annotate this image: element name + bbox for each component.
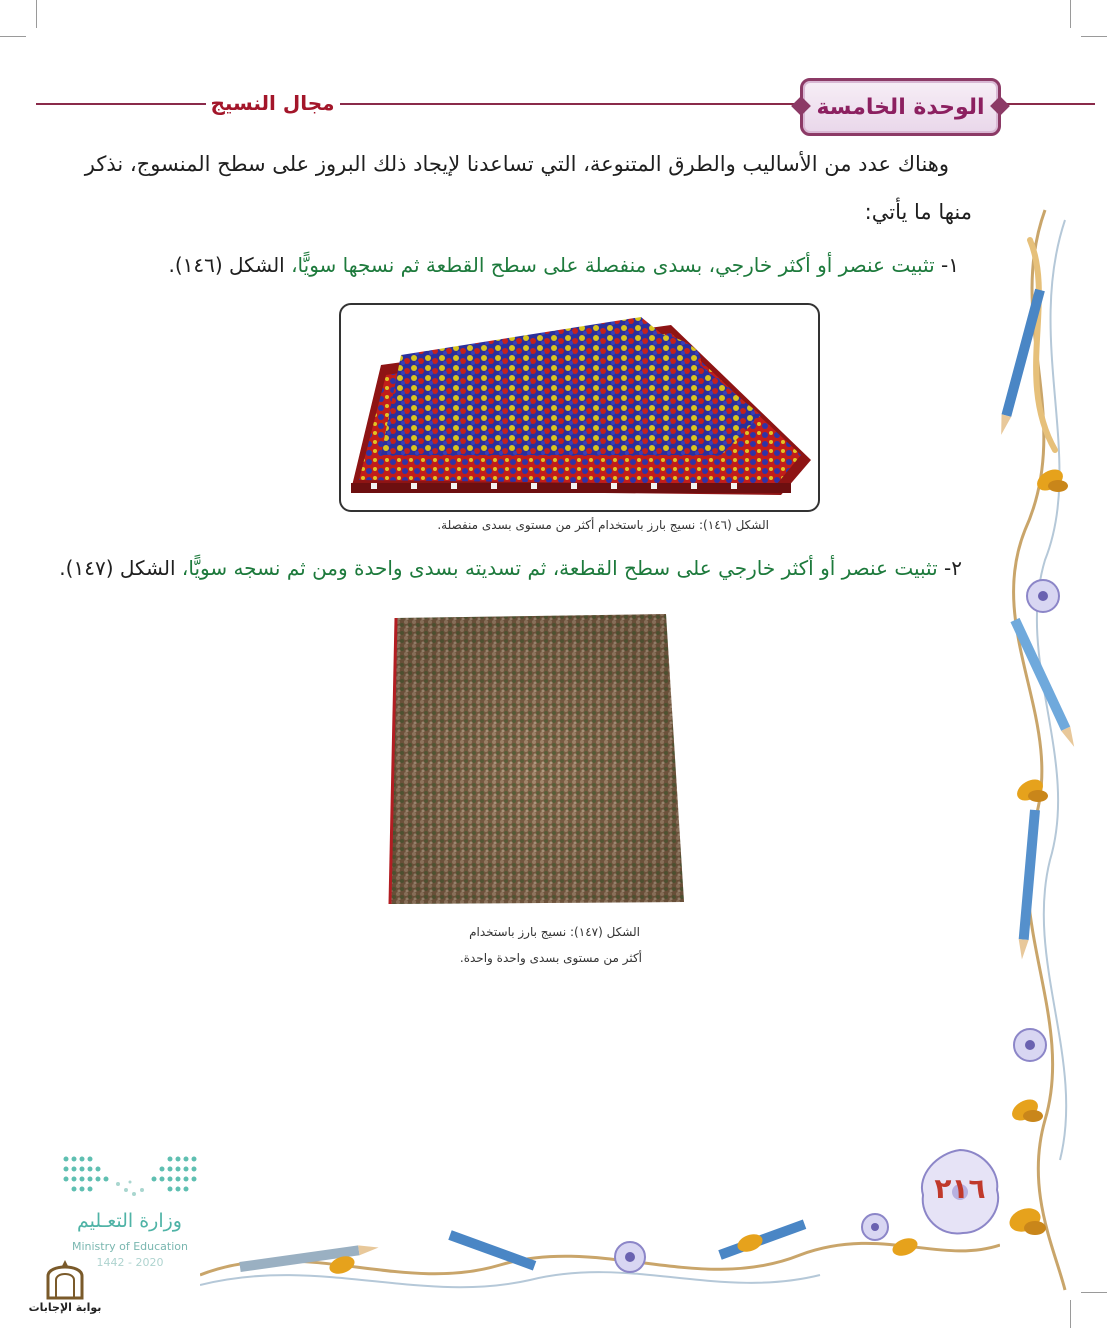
item-figure-ref: الشكل (١٤٦). xyxy=(168,253,292,277)
ministry-year: 2020 - 1442 xyxy=(96,1256,164,1269)
crop-mark xyxy=(1070,1300,1071,1328)
item-number: ١- xyxy=(934,253,959,277)
ministry-name-arabic: وزارة التعـليم xyxy=(76,1210,182,1232)
figure-146 xyxy=(339,303,820,512)
header-rule-middle xyxy=(340,103,795,105)
page-number: ٢١٦ xyxy=(934,1172,986,1205)
item-figure-ref: الشكل (١٤٧). xyxy=(59,556,182,580)
figure-147-caption-line-2: أكثر من مستوى بسدى واحدة واحدة. xyxy=(459,951,642,965)
item-highlight: تثبيت عنصر أو أكثر خارجي على سطح القطعة، ثم تسديته بسدى واحدة ومن ثم نسجه سويًّا، xyxy=(181,556,938,580)
answers-portal-logo-icon xyxy=(44,1256,86,1300)
header-rule-left xyxy=(36,103,206,105)
crop-mark xyxy=(1081,36,1107,37)
intro-line-1: وهناك عدد من الأساليب والطرق المتنوعة، التي تساعدنا لإيجاد ذلك البروز على سطح المنسوج، نذكر xyxy=(84,152,949,176)
header-rule-right xyxy=(1000,103,1095,105)
field-title: مجال النسيج xyxy=(210,91,335,115)
decorative-bottom-border xyxy=(200,1195,1000,1305)
list-item xyxy=(168,250,959,280)
decorative-border-art xyxy=(985,200,1095,1300)
watermark-text: بوابة الإجابات xyxy=(28,1301,102,1314)
raised-weave-single-warp-image xyxy=(388,612,686,908)
crop-mark xyxy=(1070,0,1071,28)
ministry-name-english: Ministry of Education xyxy=(71,1240,188,1253)
intro-line-2: منها ما يأتي: xyxy=(864,200,972,224)
figure-147-caption-line-1: الشكل (١٤٧): نسيج بارز باستخدام xyxy=(469,925,640,939)
item-number: ٢- xyxy=(937,556,962,580)
list-item xyxy=(59,553,962,583)
raised-weave-multi-warp-image xyxy=(341,305,818,510)
figure-146-caption: الشكل (١٤٦): نسيج بارز باستخدام أكثر من مستوى بسدى منفصلة. xyxy=(437,518,769,532)
item-highlight: تثبيت عنصر أو أكثر خارجي، بسدى منفصلة على سطح القطعة ثم نسجها سويًّا، xyxy=(291,253,935,277)
chapter-badge xyxy=(800,78,1001,136)
crop-mark xyxy=(0,36,26,37)
crop-mark xyxy=(36,0,37,28)
ministry-logo-icon xyxy=(62,1154,198,1200)
chapter-label: الوحدة الخامسة xyxy=(816,94,985,120)
